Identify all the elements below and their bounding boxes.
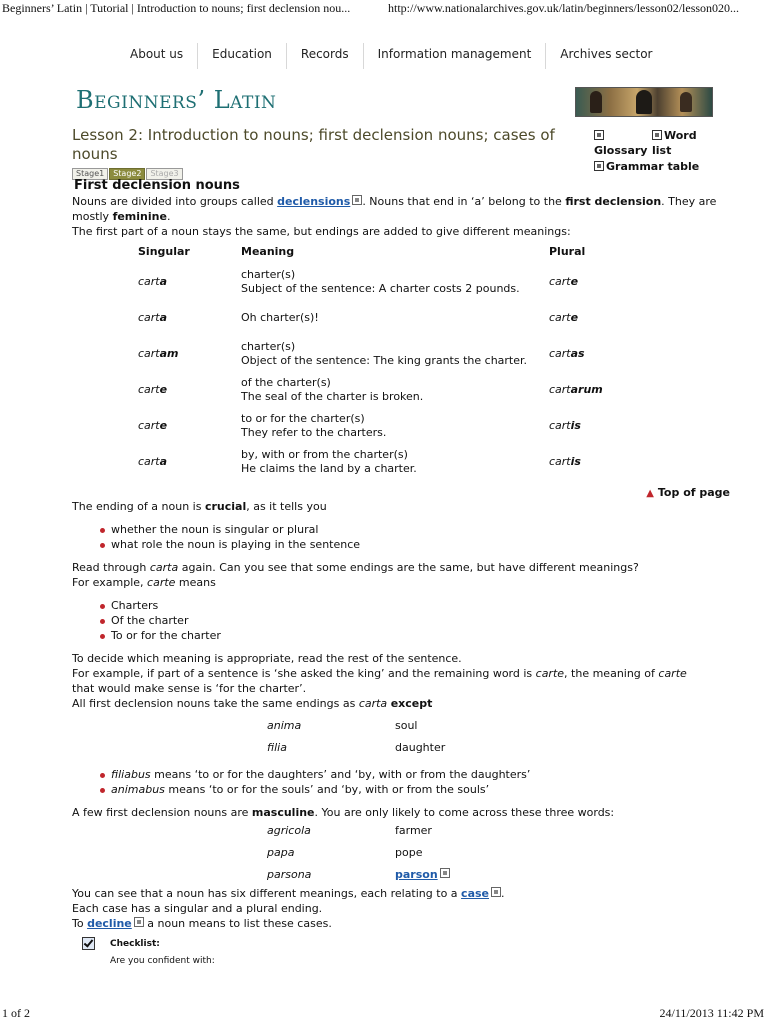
masculine-table [267, 820, 450, 886]
case-link[interactable]: case [461, 887, 489, 900]
popup-icon[interactable] [491, 887, 501, 897]
plural-cell [549, 408, 603, 444]
meaning: by, with or from the charter(s) [241, 448, 408, 461]
list-item: whether the noun is singular or plural [100, 522, 722, 537]
ending: a [159, 275, 168, 288]
singular-cell [138, 444, 241, 480]
glossary-link[interactable]: Glossary [594, 144, 648, 157]
text: A few first declension nouns are [72, 806, 252, 819]
text: Nouns are divided into groups called [72, 195, 278, 208]
print-footer [0, 1006, 768, 1024]
bold-text: first declension [565, 195, 662, 208]
popup-icon [652, 130, 662, 140]
table-row [267, 820, 450, 842]
text: To [72, 917, 88, 930]
read-paragraph-2 [72, 575, 722, 590]
list-item: Of the charter [100, 613, 722, 628]
lesson-title: Lesson 2: Introduction to nouns; first declension nouns; cases of nouns [72, 126, 555, 163]
exceptions-table [267, 715, 445, 759]
text: Read through [72, 561, 150, 574]
page-count: 1 of 2 [2, 1006, 30, 1020]
word-list-link[interactable] [652, 128, 697, 144]
stem: cart [549, 419, 571, 432]
ending: e [159, 383, 168, 396]
singular-cell [138, 372, 241, 408]
text: , the meaning of [564, 667, 659, 680]
text: means ‘to or for the souls’ and ‘by, with or from the souls’ [164, 783, 490, 796]
stem: cart [138, 383, 160, 396]
header-banner-image [575, 87, 713, 117]
english-word: soul [395, 719, 418, 732]
latin-word: animabus [111, 783, 165, 796]
chevron-up-icon: ▲ [646, 488, 654, 499]
meaning-cell [241, 372, 549, 408]
checklist [82, 937, 722, 950]
bold-text: crucial [204, 500, 247, 513]
table-row [138, 372, 603, 408]
intro-paragraph-2: The first part of a noun stays the same, but endings are added to give different meanings: [72, 225, 571, 238]
nav-information-management[interactable]: Information management [363, 43, 546, 69]
table-row [138, 444, 603, 480]
closing-paragraph-3 [72, 916, 722, 931]
stem: cart [138, 455, 160, 468]
text: means [175, 576, 216, 589]
singular-cell [138, 300, 241, 336]
section-title: First declension nouns [74, 178, 240, 193]
popup-icon [594, 161, 604, 171]
decline-link[interactable]: decline [87, 917, 132, 930]
closing-paragraph [72, 886, 722, 901]
plural-cell [549, 372, 603, 408]
bold-text: masculine [251, 806, 315, 819]
nav-records[interactable]: Records [286, 43, 363, 69]
ending: a [159, 311, 168, 324]
text: The ending of a noun is [72, 500, 205, 513]
header-meaning: Meaning [241, 245, 295, 258]
stem: cart [549, 455, 571, 468]
ending: is [570, 419, 581, 432]
word-label: Word [664, 129, 697, 142]
read-paragraph [72, 560, 722, 575]
decide-paragraph: To decide which meaning is appropriate, read the rest of the sentence. [72, 652, 462, 665]
list-item: To or for the charter [100, 628, 722, 643]
stem: cart [138, 419, 160, 432]
latin-word: carte [535, 667, 565, 680]
text: All first declension nouns take the same endings as [72, 697, 359, 710]
header-singular: Singular [138, 245, 190, 258]
checkbox-icon[interactable] [82, 937, 95, 950]
plural-cell [549, 336, 603, 372]
parson-cell [395, 864, 450, 886]
glossary-link-icon[interactable] [594, 128, 606, 144]
bold-text: except [390, 697, 433, 710]
intro-paragraph [72, 194, 722, 224]
text: means ‘to or for the daughters’ and ‘by, with or from the daughters’ [150, 768, 531, 781]
latin-word: filia [267, 741, 287, 754]
table-row [138, 300, 603, 336]
text: For example, if part of a sentence is ‘she asked the king’ and the remaining word is [72, 667, 536, 680]
meaning: charter(s) [241, 340, 296, 353]
meaning-cell [241, 408, 549, 444]
latin-word: agricola [267, 824, 311, 837]
meaning-cell [241, 264, 549, 300]
nav-education[interactable]: Education [197, 43, 286, 69]
print-header [0, 0, 768, 18]
popup-icon[interactable] [440, 868, 450, 878]
list-item [100, 767, 722, 782]
print-page-url: http://www.nationalarchives.gov.uk/latin/beginners/lesson02/lesson020... [388, 1, 740, 15]
latin-word: carta [358, 697, 388, 710]
site-logo[interactable]: Beginners’ Latin [76, 86, 277, 114]
checklist-title: Checklist: [110, 938, 160, 949]
meaning-cell [241, 336, 549, 372]
english-word: farmer [395, 824, 432, 837]
declension-table [138, 245, 603, 480]
text: For example, [72, 576, 148, 589]
tab-stage2[interactable]: Stage2 [109, 168, 145, 180]
example: He claims the land by a charter. [241, 462, 417, 475]
english-word: daughter [395, 741, 446, 754]
meaning-cell [241, 300, 549, 336]
ending: am [159, 347, 179, 360]
popup-icon[interactable] [352, 195, 362, 205]
plural-cell [549, 444, 603, 480]
ending: e [159, 419, 168, 432]
latin-word: carta [149, 561, 179, 574]
table-row [138, 264, 603, 300]
bold-text: feminine [112, 210, 167, 223]
stem: cart [549, 347, 571, 360]
singular-cell [138, 336, 241, 372]
grammar-table-link[interactable] [594, 159, 699, 175]
text: . [501, 887, 505, 900]
table-row [138, 336, 603, 372]
parson-link[interactable]: parson [395, 868, 438, 881]
top-of-page-link[interactable] [72, 486, 730, 499]
table-row [267, 864, 450, 886]
stem: cart [138, 347, 160, 360]
text: . You are only likely to come across these three words: [314, 806, 615, 819]
text: . They are mostly [72, 195, 717, 223]
ending: arum [570, 383, 603, 396]
singular-cell [138, 264, 241, 300]
latin-word: carte [658, 667, 687, 680]
example: Subject of the sentence: A charter costs 2 pounds. [241, 282, 520, 295]
tab-stage3[interactable]: Stage3 [146, 168, 182, 180]
list-item [100, 782, 722, 797]
singular-cell [138, 408, 241, 444]
declensions-link[interactable]: declensions [277, 195, 351, 208]
table-row [267, 737, 445, 759]
latin-word: papa [267, 846, 295, 859]
top-of-page-label: Top of page [657, 486, 730, 499]
stem: cart [549, 383, 571, 396]
grammar-label: Grammar table [606, 160, 700, 173]
ending: is [570, 455, 581, 468]
table-row [267, 715, 445, 737]
latin-word: anima [267, 719, 302, 732]
print-datetime: 24/11/2013 11:42 PM [659, 1006, 764, 1020]
stem: cart [549, 311, 571, 324]
decide-paragraph-2 [72, 666, 722, 681]
meaning: charter(s) [241, 268, 296, 281]
meaning: of the charter(s) [241, 376, 331, 389]
latin-word: carte [147, 576, 176, 589]
decide-paragraph-3: that would make sense is ‘for the charter’. [72, 682, 307, 695]
meaning: Oh charter(s)! [241, 311, 319, 324]
closing-paragraph-2: Each case has a singular and a plural ending. [72, 902, 323, 915]
ending: e [570, 311, 579, 324]
text: . Nouns that end in ‘a’ belong to the [362, 195, 566, 208]
plural-cell [549, 264, 603, 300]
meaning: to or for the charter(s) [241, 412, 365, 425]
text: You can see that a noun has six different meanings, each relating to a [72, 887, 462, 900]
list-item: Charters [100, 598, 722, 613]
nav-archives-sector[interactable]: Archives sector [545, 43, 666, 69]
popup-icon[interactable] [134, 917, 144, 927]
checklist-subtitle: Are you confident with: [110, 956, 215, 966]
latin-word: filiabus [111, 768, 151, 781]
masculine-paragraph [72, 805, 722, 820]
text: , as it tells you [246, 500, 327, 513]
bullet-list [100, 767, 722, 797]
text: a noun means to list these cases. [143, 917, 332, 930]
nav-about-us[interactable]: About us [130, 47, 184, 61]
example: They refer to the charters. [241, 426, 387, 439]
latin-word: parsona [267, 868, 312, 881]
meaning-cell [241, 444, 549, 480]
header-plural: Plural [549, 245, 586, 258]
stem: cart [549, 275, 571, 288]
tab-stage1[interactable]: Stage1 [72, 168, 108, 180]
word-list-link-2[interactable]: list [652, 144, 672, 157]
text: . [166, 210, 171, 223]
popup-icon [594, 130, 604, 140]
english-word: pope [395, 846, 423, 859]
text: again. Can you see that some endings are the same, but have different meanings? [178, 561, 639, 574]
ending-paragraph [72, 499, 722, 514]
stem: cart [138, 275, 160, 288]
example: The seal of the charter is broken. [241, 390, 424, 403]
ending: e [570, 275, 579, 288]
main-content [72, 178, 730, 966]
list-item: what role the noun is playing in the sentence [100, 537, 722, 552]
stem: cart [138, 311, 160, 324]
top-navigation [116, 43, 666, 69]
bullet-list [100, 522, 722, 552]
decide-paragraph-4 [72, 696, 722, 711]
table-row [267, 842, 450, 864]
ending: as [570, 347, 585, 360]
print-page-title: Beginners’ Latin | Tutorial | Introduction to nouns; first declension nou... [2, 1, 351, 15]
bullet-list [100, 598, 722, 643]
example: Object of the sentence: The king grants the charter. [241, 354, 528, 367]
table-row [138, 408, 603, 444]
ending: a [159, 455, 168, 468]
plural-cell [549, 300, 603, 336]
